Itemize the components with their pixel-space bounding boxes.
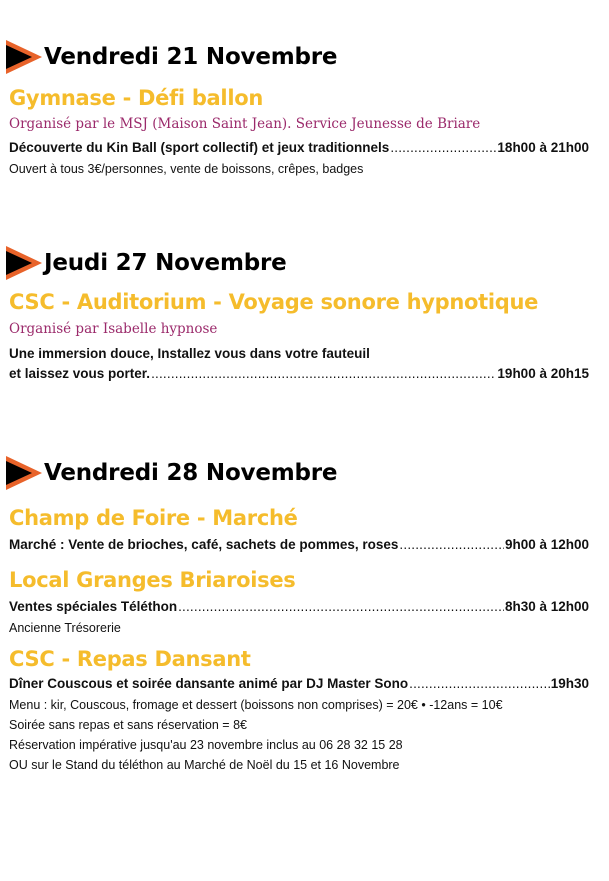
event-time: 8h30 à 12h00: [504, 599, 589, 614]
event-line: [9, 599, 589, 614]
event-note: Menu : kir, Couscous, fromage et dessert (boissons non comprises) = 20€ • -12ans = 10€: [9, 698, 503, 712]
organizer-text: Organisé par le MSJ (Maison Saint Jean). Service Jeunesse de Briare: [9, 116, 481, 132]
event-text-line2: et laissez vous porter.: [9, 366, 151, 381]
day-heading: [6, 456, 337, 490]
day-title: Vendredi 21 Novembre: [44, 44, 338, 70]
event-line: [9, 537, 589, 552]
event-text-line1: Une immersion douce, Installez vous dans votre fauteuil: [9, 346, 370, 361]
leader-dots: [390, 140, 496, 155]
event-text: Découverte du Kin Ball (sport collectif) et jeux traditionnels: [9, 140, 390, 155]
event-text: Marché : Vente de brioches, café, sachets de pommes, roses: [9, 537, 399, 552]
event-line: [9, 676, 589, 691]
event-note: Ouvert à tous 3€/personnes, vente de boissons, crêpes, badges: [9, 162, 364, 176]
leader-dots: [178, 599, 504, 614]
venue-title: CSC - Auditorium - Voyage sonore hypnotique: [9, 290, 539, 314]
event-text: Dîner Couscous et soirée dansante animé par DJ Master Sono: [9, 676, 409, 691]
leader-dots: [151, 366, 496, 381]
event-text: Ventes spéciales Téléthon: [9, 599, 178, 614]
day-heading: [6, 40, 337, 74]
venue-title: CSC - Repas Dansant: [9, 647, 251, 671]
event-time: 9h00 à 12h00: [504, 537, 589, 552]
venue-title: Champ de Foire - Marché: [9, 506, 298, 530]
event-note: Ancienne Trésorerie: [9, 621, 121, 635]
event-line: [9, 140, 589, 155]
event-note: Soirée sans repas et sans réservation = 8€: [9, 718, 247, 732]
day-heading: [6, 246, 287, 280]
leader-dots: [409, 676, 550, 691]
event-time: 19h30: [550, 676, 589, 691]
arrow-icon: [6, 246, 42, 280]
leader-dots: [399, 537, 504, 552]
event-note: OU sur le Stand du téléthon au Marché de Noël du 15 et 16 Novembre: [9, 758, 400, 772]
arrow-icon: [6, 456, 42, 490]
day-title: Vendredi 28 Novembre: [44, 460, 338, 486]
venue-title: Local Granges Briaroises: [9, 568, 296, 592]
event-line: [9, 366, 589, 381]
event-time: 19h00 à 20h15: [497, 366, 589, 381]
organizer-text: Organisé par Isabelle hypnose: [9, 321, 218, 337]
venue-title: Gymnase - Défi ballon: [9, 86, 264, 110]
day-title: Jeudi 27 Novembre: [44, 250, 287, 276]
event-time: 18h00 à 21h00: [497, 140, 589, 155]
event-note: Réservation impérative jusqu'au 23 novembre inclus au 06 28 32 15 28: [9, 738, 403, 752]
arrow-icon: [6, 40, 42, 74]
